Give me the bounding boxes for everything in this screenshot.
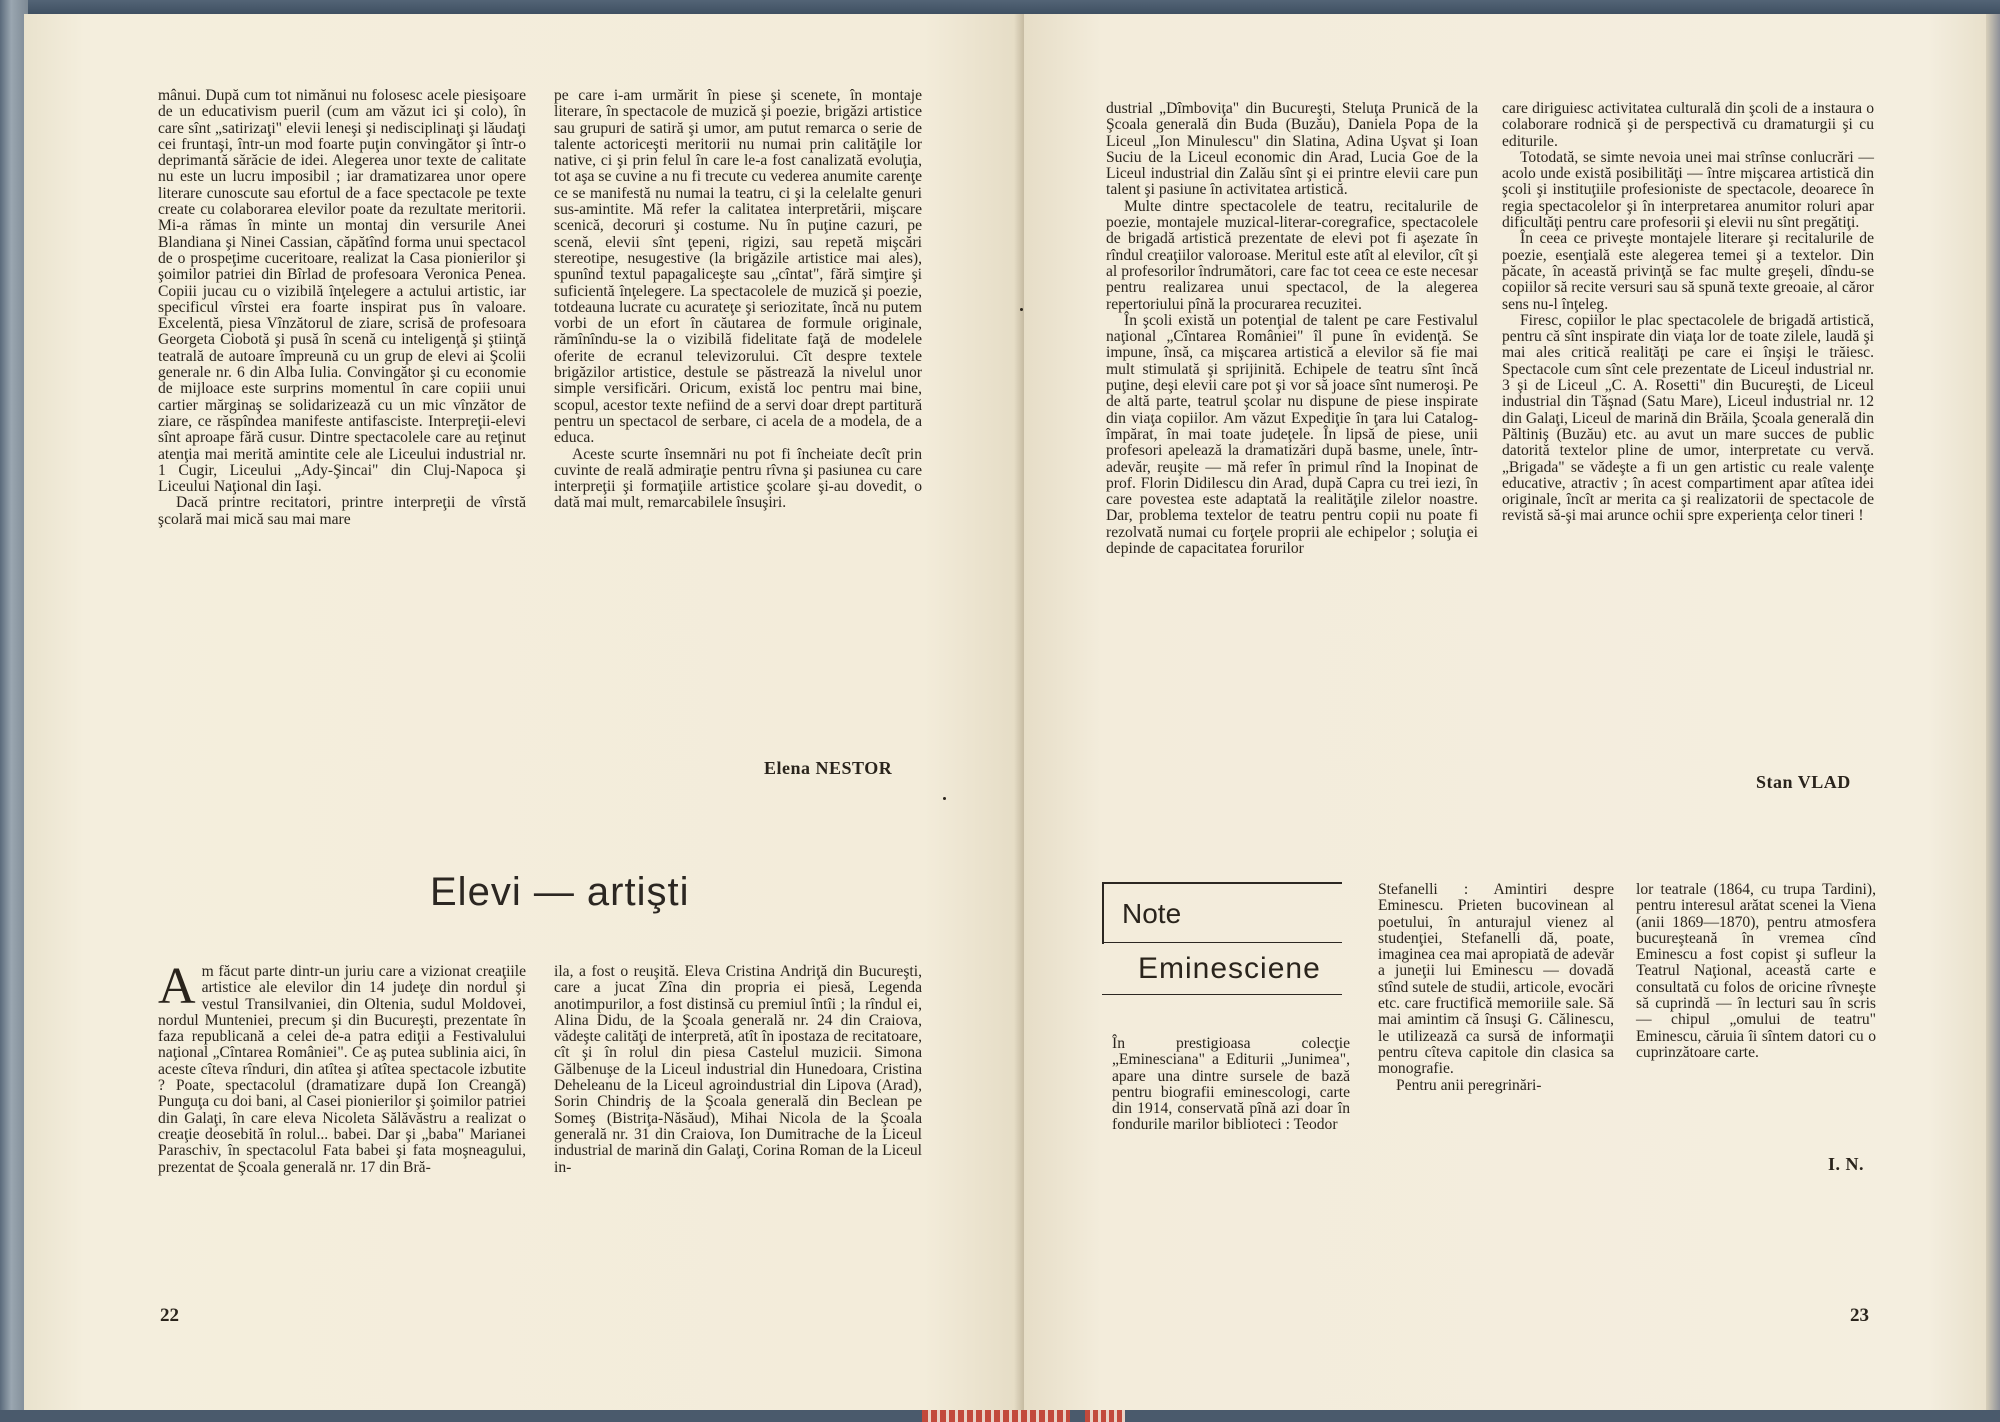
- page-number-left: 22: [160, 1305, 179, 1326]
- right-col-1: [1106, 101, 1478, 557]
- note-col-1-text: În prestigioasa colecţie „Eminesciana" a Editurii „Junimea", apare una dintre sursele de bază pentru biografii eminescologi, carte din 1914, conservată pînă azi doar în fondurile marilor biblioteci : Teodor: [1112, 1035, 1350, 1134]
- note-col-2-text-2: Pentru anii peregrinări-: [1396, 1076, 1542, 1094]
- note-title-box: [1102, 882, 1342, 995]
- right-col-2-text-3: În ceea ce priveşte montajele literare şi recitalurile de poezie, esenţială este alegerea temei şi a textelor. Din păcate, în această privinţă se fac multe greşeli, dîndu-se copiilor să recite versuri sau să spună texte greoaie, al căror sens nu-l înţeleg.: [1502, 230, 1874, 313]
- note-col-2-text: Stefanelli : Amintiri despre Eminescu. Prieten bucovinean al poetului, în anturajul vienez al studenţiei, Stefanelli dă, poate, imaginea cea mai apropiată de adevăr a juneţii lui Eminescu — dovadă stînd sutele de studii, articole, evocări etc. care fructifică memoriile sale. Să mai amintim că însuşi G. Călinescu, le utilizează ca sursă de informaţii pentru cîteva capitole din clasica sa monografie.: [1378, 881, 1615, 1078]
- left-col-1-text: mânui. După cum tot nimănui nu folosesc acele piesişoare de un educativism pueril (cum am văzut ici şi colo), în care sînt „satirizaţi" elevii leneşi şi nedisciplinaţi şi lăudaţi cei fruntaşi, într-un mod foarte puţin convingător şi într-o deprimantă sărăcie de idei. Alegerea unor texte de calitate nu este un lucru imposibil ; iar dramatizarea unor opere literare cunoscute sau efortul de a face spectacole pe texte create cu colaborarea elevilor poate da rezultate meritorii. Mi-a rămas în minte un montaj din versurile Anei Blandiana şi Ninei Cassian, căpătînd forma unui spectacol de o prospeţime cuceritoare, realizat la Casa pionierilor şi şoimilor patriei din Bîrlad de profesoara Veronica Penea. Copiii jucau cu o vizibilă înţelegere a actului artistic, iar specificul vîrstei era foarte inspirat pus în valoare. Excelentă, piesa Vînzătorul de ziare, scrisă de profesoara Georgeta Ciobotă şi pusă în scenă cu inteligenţă şi ştiinţă teatrală de autoare împreună cu un grup de elevi ai Şcolii generale nr. 6 din Alba Iulia. Convingător şi cu economie de mijloace este surprins momentul în care copiii unui cartier mărginaş se solidarizează cu un mic vînzător de ziare, ce răspîndea manifeste antifasciste. Interpreţii-elevi sînt aproape fără cusur. Dintre spectacolele care au reţinut atenţia mai merită amintite cele ale Liceului industrial nr. 1 Cugir, Liceului „Ady-Şincai" din Cluj-Napoca şi Liceului Naţional din Iaşi.: [158, 87, 526, 496]
- article-headline: Elevi — artişti: [430, 870, 690, 914]
- note-col-3-text: lor teatrale (1864, cu trupa Tardini), pentru interesul arătat scenei la Viena (anii 1869—1870), pentru atmosfera bucureşteană în vremea cînd Eminescu a fost copist şi sufleur la Teatrul Naţional, această carte e consultată cu folos de oricine rîvneşte să cuprindă — în lecturi sau în scris — chipul „omului de teatru" Eminescu, căruia îi sîntem datori cu o cuprinzătoare carte.: [1636, 881, 1876, 1061]
- article-col-2: [554, 964, 922, 1176]
- drop-cap: A: [158, 958, 196, 1015]
- note-box-divider: [1102, 942, 1342, 943]
- book-page-edge-right: [1986, 14, 2000, 1410]
- left-col-1-text-2: Dacă printre recitatori, printre interpreţii de vîrstă şcolară mai mică sau mai mare: [158, 494, 526, 528]
- note-col-1: [1112, 1036, 1350, 1134]
- article-col-1-body: m făcut parte dintr-un juriu care a vizionat creaţiile artistice ale elevilor din 14 judeţe din nordul şi vestul Transilvaniei, din Oltenia, sudul Moldovei, nordul Munteniei, precum şi din Bucureşti, prezentate în faza republicană a celei de-a patra ediţii a Festivalului naţional „Cîntarea României". Ce aş putea sublinia aici, în aceste cîteva rînduri, din atîtea şi atîtea spectacole izbutite ? Poate, spectacolul (dramatizare după Ion Creangă) Punguţa cu doi bani, al Casei pionierilor şi şoimilor patriei din Galaţi, în care eleva Nicoleta Sălăvăstru a realizat o creaţie deosebită în rolul... babei. Dar şi „baba" Marianei Paraschiv, în spectacolul Fata babei şi fata moşneagului, prezentat de Şcoala generală nr. 17 din Bră-: [158, 963, 526, 1176]
- right-col-1-text-3: În şcoli există un potenţial de talent pe care Festivalul naţional „Cîntarea României" îl pune în evidenţă. Se impune, însă, ca mişcarea artistică a elevilor să fie mai mult stimulată şi sprijinită. Echipele de teatru sînt încă puţine, deşi elevii care pot şi vor să joace sînt numeroşi. Pe de altă parte, teatrul şcolar nu dispune de piese inspirate din viaţa copiilor. Am văzut Expediţie în ţara lui Catalog-împărat, în mai toate judeţele. În lipsă de piese, unii profesori apelează la dramatizări după basme, unele, într-adevăr, reuşite — mă refer în primul rînd la Inopinat de prof. Florin Didilescu din Arad, după Capra cu trei iezi, în care povestea este adaptată la realităţile zilelor noastre. Dar, problema textelor de teatru pentru copii nu poate fi rezolvată numai cu forţele proprii ale echipelor ; soluţia ei depinde de capacitatea forurilor: [1106, 311, 1478, 558]
- right-col-1-text-2: Multe dintre spectacolele de teatru, recitalurile de poezie, montajele muzical-literar-coregrafice, spectacolele de brigadă artistică prezentate de elevi pot fi aşezate în rîndul creaţiilor valoroase. Meritul este atît al elevilor, cît şi al profesorilor îndrumători, care fac tot ceea ce este necesar pentru realizarea unui spectacol, de la alegerea repertoriului pînă la procurarea recuzitei.: [1106, 197, 1478, 313]
- article-col-2-text: ila, a fost o reuşită. Eleva Cristina Andriţă din Bucureşti, care a jucat Zîna din propria ei piesă, Legenda anotimpurilor, a fost distinsă cu premiul întîi ; la rîndul ei, Alina Didu, de la Şcoala generală nr. 24 din Craiova, vădeşte calităţi de interpretă, atît în ipostaza de recitatoare, cît şi în rolul din piesa Castelul muzicii. Simona Gălbenuşe de la Liceul industrial din Hunedoara, Cristina Deheleanu de la Liceul agroindustrial din Lipova (Arad), Sorin Chindriş de la Şcoala generală din Beclean pe Someş (Bistriţa-Năsăud), Mihai Nicola de la Şcoala generală nr. 31 din Craiova, Ion Dumitrache de la Liceul industrial de marină din Galaţi, Corina Roman de la Liceul in-: [554, 963, 922, 1176]
- left-col-2-text: pe care i-am urmărit în piese şi scenete, în montaje literare, în spectacole de muzică şi poezie, brigăzi artistice sau grupuri de satiră şi umor, am putut remarca o serie de talente actoriceşti meritorii nu numai prin calităţile lor native, ci şi prin felul în care le-a fost canalizată evoluţia, tot aşa se cuvine a nu fi trecute cu vederea anumite carenţe ce se manifestă nu numai la teatru, ci şi la celelalte genuri sus-amintite. Mă refer la calitatea interpretării, mişcare scenică, decoruri şi costume. Nu în puţine cazuri, pe scenă, elevii sînt ţepeni, rigizi, sau repetă mişcări stereotipe, nesugestive (la brigăzile artistice mai ales), spunînd textul papagaliceşte sau „cîntat", fără simţire şi suficientă înţelegere. La spectacolele de muzică şi poezie, totdeauna lucrate cu acurateţe şi seriozitate, încă nu putem vorbi de un efort în căutarea de formule originale, rămînîndu-se la o vizibilă fidelitate faţă de modelele oferite de ecranul televizorului. Cît despre textele brigăzilor artistice, destule se păstrează la nivelul unor simple versificări. Oricum, există loc pentru mai bine, scopul, acestor texte nefiind de a servi doar drept partitură pentru un spectacol de serbare, ci acela de a modela, de a educa.: [554, 87, 922, 447]
- right-col-2-text-2: Totodată, se simte nevoia unei mai strînse conlucrări — acolo unde există posibilităţi — între mişcarea artistică din şcoli şi instituţiile profesioniste de spectacole, deoarece în regia spectacolelor şi în interpretarea anumitor roluri apar dificultăţi pentru care profesorii şi elevii nu sînt pregătiţi.: [1502, 148, 1874, 232]
- article-col-1-text: [158, 958, 526, 1176]
- right-col-2-text: care diriguiesc activitatea culturală din şcoli de a instaura o colaborare rodnică şi de perspectivă cu dramaturgii şi cu editurile.: [1502, 100, 1874, 150]
- margin-speck: [943, 797, 946, 800]
- right-col-2-text-4: Firesc, copiilor le plac spectacolele de brigadă artistică, pentru că sînt inspirate din viaţa lor de toate zilele, laudă şi mai ales critică realităţi pe care ei înşişi le trăiesc. Spectacole cum sînt cele prezentate de Liceul industrial nr. 3 şi de Liceul „C. A. Rosetti" din Bucureşti, de Liceul industrial din Tăşnad (Satu Mare), Liceul industrial nr. 12 din Galaţi, Liceul de marină din Brăila, Şcoala generală din Păltiniş (Buzău) etc. au avut un mare succes de public datorită textelor pline de umor, interpretate cu vervă. „Brigada" se vădeşte a fi un gen artistic cu reale valenţe educative, atractiv ; în acest compartiment apar atîtea idei originale, încît ar merita ca şi realizatorii de spectacole de revistă să-şi mai arunce ochii spre experienţa celor tineri !: [1502, 311, 1874, 525]
- left-col-1: [158, 88, 526, 528]
- margin-speck: [1020, 308, 1023, 311]
- signature-stan-vlad: Stan VLAD: [1756, 772, 1851, 792]
- note-box-vertical-rule: [1102, 884, 1104, 944]
- right-col-1-text: dustrial „Dîmboviţa" din Bucureşti, Steluţa Prunică de la Şcoala generală din Buda (Buzău), Daniela Popa de la Liceul „Ion Minulescu" din Slatina, Adina Uşvat şi Ioan Suciu de la Liceul economic din Arad, Lucia Goe de la Liceul industrial din Zalău sînt şi ei printre elevii care pun talent şi pasiune în activitatea artistică.: [1106, 100, 1478, 199]
- red-bookmark-ribbon-2: [1085, 1410, 1125, 1422]
- signature-i-n: I. N.: [1828, 1154, 1865, 1174]
- book-binding-top: [0, 0, 2000, 14]
- page-number-right: 23: [1850, 1305, 1869, 1326]
- note-col-3: [1636, 882, 1876, 1061]
- note-col-2: [1378, 882, 1614, 1094]
- note-title-line-2: Eminesciene: [1138, 952, 1321, 985]
- signature-elena-nestor: Elena NESTOR: [764, 758, 893, 778]
- note-title-line-1: Note: [1122, 898, 1182, 929]
- left-col-2-text-2: Aceste scurte însemnări nu pot fi încheiate decît prin cuvinte de reală admiraţie pentru rîvna şi pasiunea cu care interpreţii şi formaţiile artistice şcolare şi-au dovedit, o dată mai mult, remarcabilele însuşiri.: [554, 445, 922, 512]
- article-col-1: [158, 958, 526, 1176]
- left-col-2: [554, 88, 922, 512]
- red-bookmark-ribbon: [922, 1410, 1070, 1422]
- right-col-2: [1502, 101, 1874, 525]
